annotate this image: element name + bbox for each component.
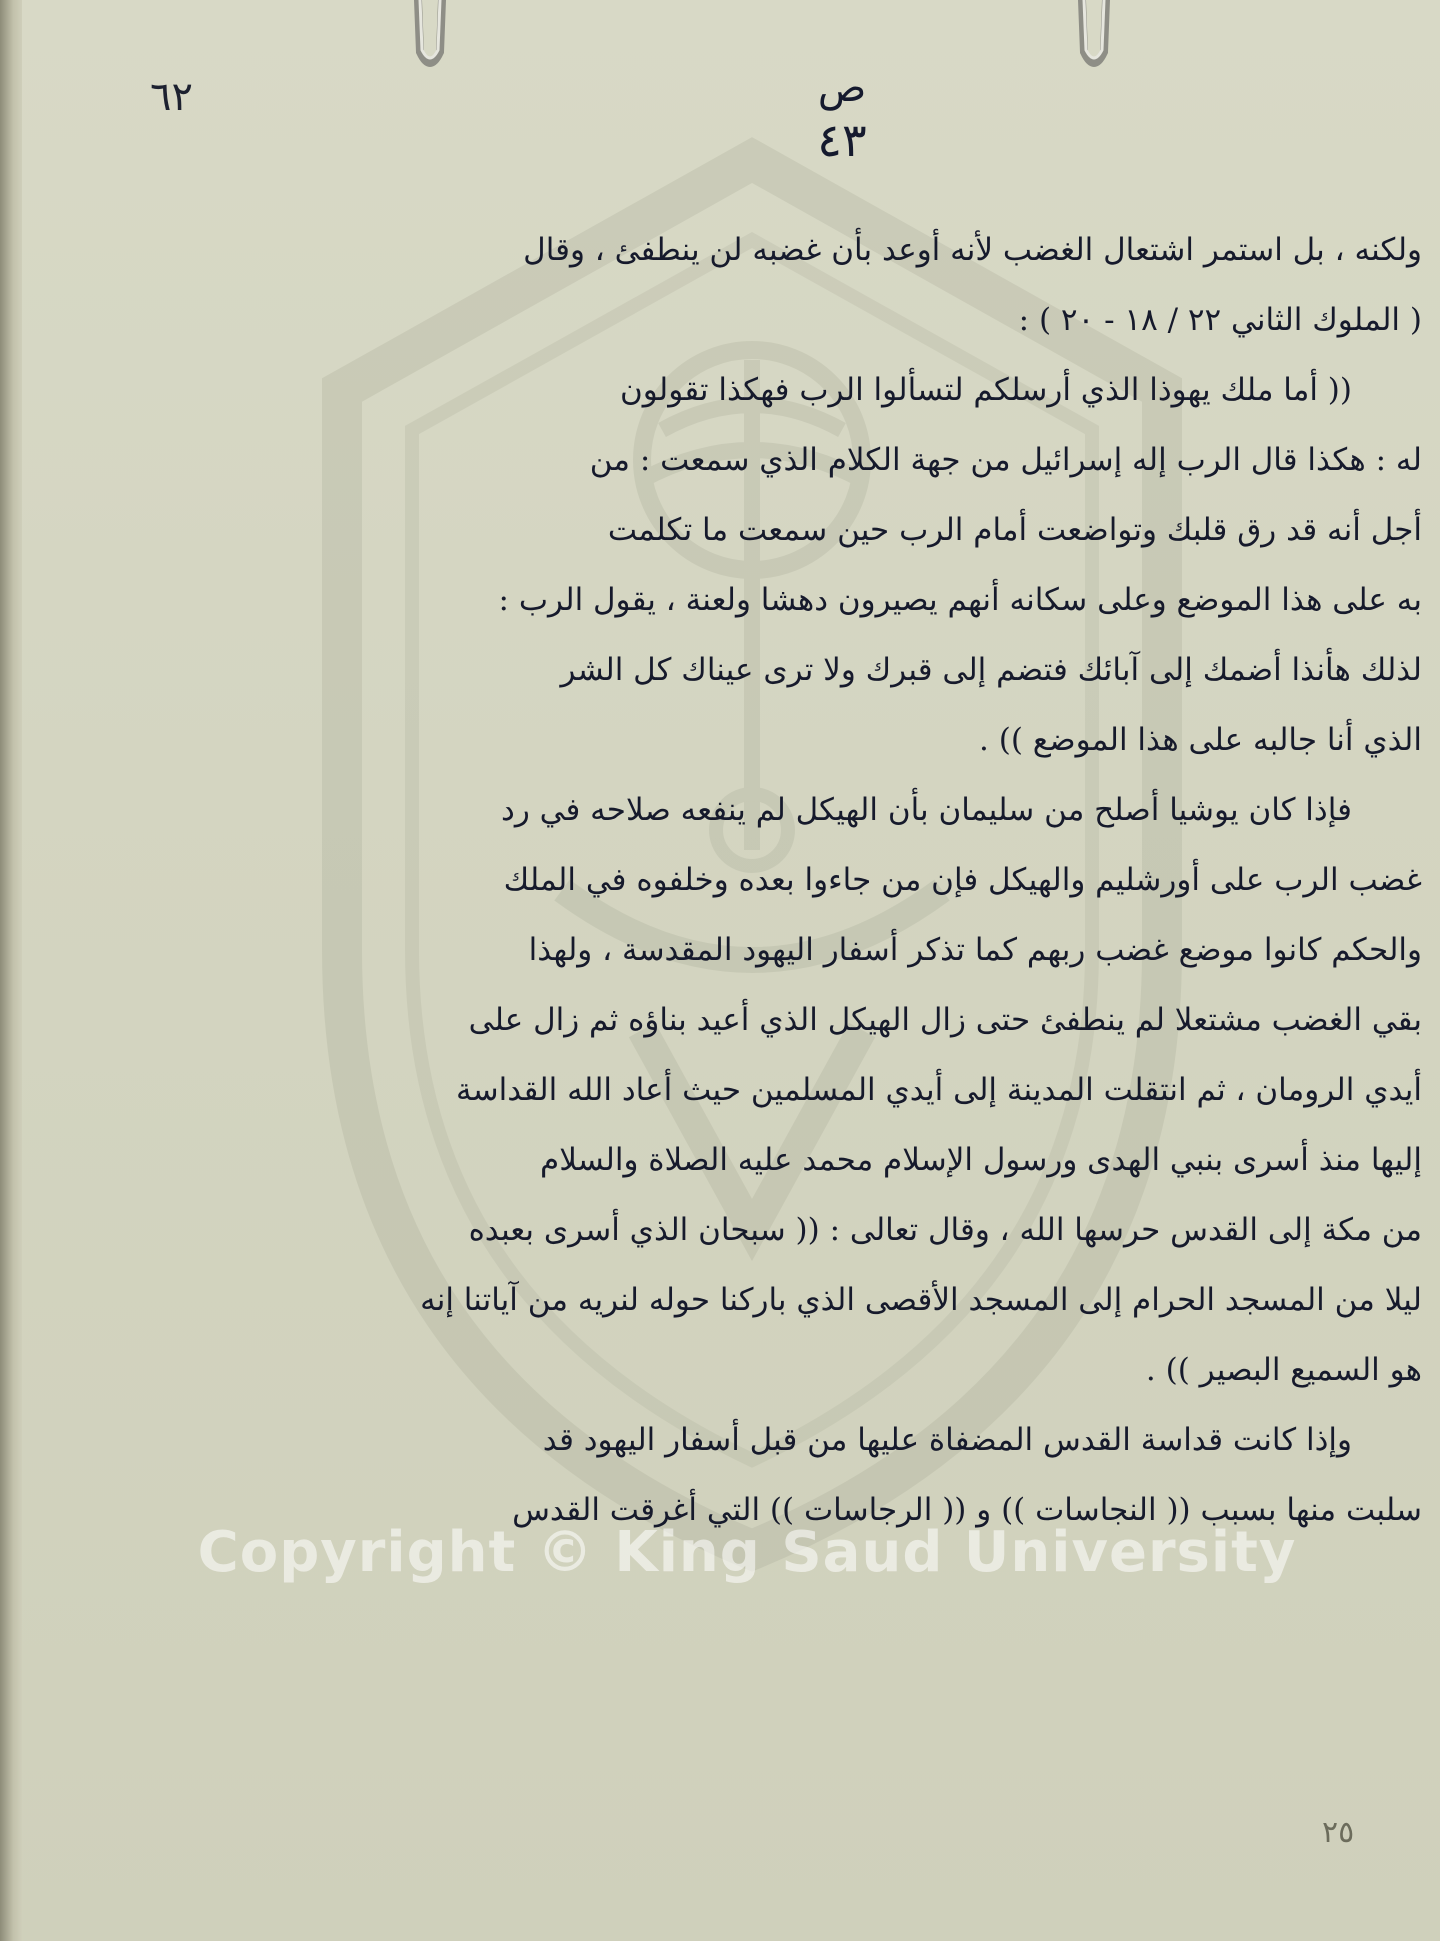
copyright-watermark: Copyright © King Saud University <box>197 1520 1297 1585</box>
binding-ring-left <box>412 0 448 80</box>
text-line: أجل أنه قد رق قلبك وتواضعت أمام الرب حين سمعت ما تكلمت <box>607 512 1422 548</box>
manuscript-page <box>22 0 1440 1941</box>
text-line: من مكة إلى القدس حرسها الله ، وقال تعالى : (( سبحان الذي أسرى بعبده <box>468 1212 1422 1248</box>
text-line: (( أما ملك يهوذا الذي أرسلكم لتسألوا الرب فهكذا تقولون <box>619 372 1352 408</box>
text-line: به على هذا الموضع وعلى سكانه أنهم يصيرون دهشا ولعنة ، يقول الرب : <box>498 582 1422 618</box>
text-line: هو السميع البصير )) . <box>1145 1352 1422 1388</box>
text-line: ( الملوك الثاني ٢٢ / ١٨ - ٢٠ ) : <box>1018 302 1422 338</box>
text-line: والحكم كانوا موضع غضب ربهم كما تذكر أسفار اليهود المقدسة ، ولهذا <box>528 932 1422 968</box>
text-line: له : هكذا قال الرب إله إسرائيل من جهة الكلام الذي سمعت : من <box>589 442 1422 478</box>
folio-number: ٦٢ <box>150 74 193 120</box>
text-line: إليها منذ أسرى بنبي الهدى ورسول الإسلام محمد عليه الصلاة والسلام <box>540 1142 1422 1178</box>
text-line: سلبت منها بسبب (( النجاسات )) و (( الرجاسات )) التي أغرقت القدس <box>512 1492 1422 1528</box>
text-line: غضب الرب على أورشليم والهيكل فإن من جاءوا بعده وخلفوه في الملك <box>503 862 1422 898</box>
text-line: فإذا كان يوشيا أصلح من سليمان بأن الهيكل لم ينفعه صلاحه في رد <box>501 792 1352 828</box>
text-line: بقي الغضب مشتعلا لم ينطفئ حتى زال الهيكل الذي أعيد بناؤه ثم زال على <box>468 1002 1422 1038</box>
text-line: لذلك هأنذا أضمك إلى آبائك فتضم إلى قبرك ولا ترى عيناك كل الشر <box>560 652 1422 688</box>
notebook-binding <box>0 0 22 1941</box>
text-line: ولكنه ، بل استمر اشتعال الغضب لأنه أوعد بأن غضبه لن ينطفئ ، وقال <box>523 232 1422 268</box>
page-label: ص <box>817 65 867 111</box>
page-header <box>782 62 902 166</box>
text-line: ليلا من المسجد الحرام إلى المسجد الأقصى الذي باركنا حوله لنريه من آياتنا إنه <box>420 1282 1422 1318</box>
text-line: وإذا كانت قداسة القدس المضفاة عليها من قبل أسفار اليهود قد <box>542 1422 1352 1458</box>
corner-page-number: ٢٥ <box>1322 1815 1355 1850</box>
text-line: أيدي الرومان ، ثم انتقلت المدينة إلى أيدي المسلمين حيث أعاد الله القداسة <box>456 1072 1422 1108</box>
text-line: الذي أنا جالبه على هذا الموضع )) . <box>979 722 1422 758</box>
handwritten-text-block <box>102 215 1422 1545</box>
binding-ring-right <box>1076 0 1112 80</box>
page-number: ٤٣ <box>817 113 867 167</box>
